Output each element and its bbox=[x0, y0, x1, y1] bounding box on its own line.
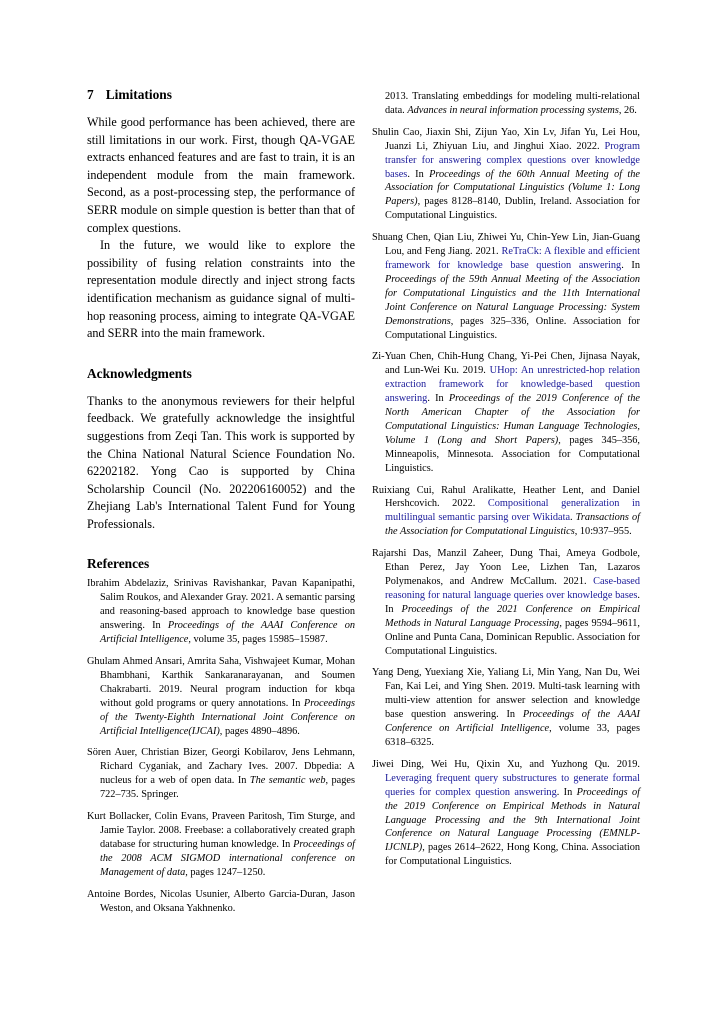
reference-entry bbox=[372, 547, 640, 658]
acknowledgments-paragraph: Thanks to the anonymous reviewers for their helpful feedback. We gratefully acknowledge the insightful suggestions from Zeqi Tan. This work is supported by the China National Natural Science Foundation No. 62202182. Yong Cao is supported by China Scholarship Council (No. 202206160052) and the Zhejiang Lab's International Talent Fund for Young Professionals. bbox=[87, 393, 355, 531]
reference-authors: Shulin Cao, Jiaxin Shi, Zijun Yao, Xin Lv, Jifan Yu, Lei Hou, Juanzi Li, Zhiyuan Liu, and Jinghui Xiao. 2022. bbox=[372, 126, 640, 152]
reference-venue: Transactions of the Association for Computational Linguistics bbox=[385, 512, 640, 538]
reference-details: , pages 8128–8140, Dublin, Ireland. Association for Computational Linguistics. bbox=[385, 196, 640, 222]
reference-entry bbox=[372, 758, 640, 869]
reference-separator: . bbox=[570, 512, 576, 524]
references-section bbox=[87, 555, 355, 915]
reference-title-link[interactable]: Case-based reasoning for natural language queries over knowledge bases bbox=[385, 576, 640, 601]
reference-authors: Zi-Yuan Chen, Chih-Hung Chang, Yi-Pei Chen, Jijnasa Nayak, and Lun-Wei Ku. 2019. bbox=[372, 351, 640, 377]
reference-authors: Shuang Chen, Qian Liu, Zhiwei Yu, Chin-Yew Lin, Jian-Guang Lou, and Feng Jiang. 2021. bbox=[372, 232, 640, 258]
reference-venue: Proceedings of the 60th Annual Meeting of the Association for Computational Linguistics (Volume 1: Long Papers) bbox=[385, 168, 640, 208]
reference-venue: The semantic web bbox=[249, 775, 326, 787]
reference-title-link[interactable]: ReTraCk: A flexible and efficient framework for knowledge base question answering bbox=[385, 246, 640, 271]
reference-title-link[interactable]: Leveraging frequent query substructures to generate formal queries for complex question answering bbox=[385, 772, 640, 798]
reference-separator: . In bbox=[621, 259, 641, 271]
reference-title-link[interactable]: UHop: An unrestricted-hop relation extraction framework for knowledge-based question answering bbox=[385, 365, 640, 405]
reference-authors: Ruixiang Cui, Rahul Aralikatte, Heather Lent, and Daniel Hershcovich. 2022. bbox=[372, 484, 640, 510]
reference-list-left bbox=[87, 577, 355, 915]
reference-details: , pages 345–356, Minneapolis, Minnesota. Association for Computational Linguistics. bbox=[385, 434, 641, 474]
reference-separator: . In bbox=[427, 393, 449, 405]
reference-details: , pages 4890–4896. bbox=[219, 725, 300, 737]
reference-separator: . In bbox=[385, 589, 640, 615]
reference-venue: Proceedings of the 2019 Conference on Empirical Methods in Natural Language Processing and the 9th International Joint Conference on Natural Language Processing (EMNLP-IJCNLP) bbox=[385, 786, 640, 854]
right-column bbox=[372, 90, 640, 877]
section-number: 7 bbox=[87, 87, 94, 102]
reference-authors: Jiwei Ding, Wei Hu, Qixin Xu, and Yuzhong Qu. 2019. bbox=[372, 758, 640, 770]
limitations-section bbox=[87, 86, 355, 343]
left-column bbox=[87, 86, 355, 929]
reference-title-link[interactable]: Program transfer for answering complex questions over knowledge bases bbox=[385, 140, 640, 180]
reference-entry bbox=[372, 666, 640, 749]
reference-list-right bbox=[372, 126, 640, 869]
reference-details: , volume 33, pages 6318–6325. bbox=[385, 723, 640, 748]
reference-entry bbox=[87, 746, 355, 802]
section-heading-references: References bbox=[87, 556, 150, 572]
reference-entry bbox=[87, 655, 355, 738]
reference-continuation: 2013. Translating embeddings for modeling multi-relational data. Advances in neural information processing systems, 26. bbox=[385, 91, 640, 116]
reference-details: , pages 1247–1250. bbox=[185, 866, 266, 878]
reference-entry bbox=[372, 231, 640, 342]
reference-text: Kurt Bollacker, Colin Evans, Praveen Paritosh, Tim Sturge, and Jamie Taylor. 2008. Freebase: a collaboratively created graph database for structuring human knowledge. In bbox=[87, 811, 355, 850]
reference-entry bbox=[372, 484, 640, 540]
reference-venue: Proceedings of the AAAI Conference on Artificial Intelligence bbox=[100, 620, 355, 646]
reference-details: , pages 325–336, Online. Association for Computational Linguistics. bbox=[385, 315, 640, 341]
reference-venue: Proceedings of the Twenty-Eighth International Joint Conference on Artificial Intelligence(IJCAI) bbox=[100, 697, 355, 737]
reference-text: Antoine Bordes, Nicolas Usunier, Alberto Garcia-Duran, Jason Weston, and Oksana Yakhnenko. bbox=[87, 888, 355, 914]
reference-details: , pages 9594–9611, Online and Punta Cana, Dominican Republic. Association for Computational Linguistics. bbox=[385, 617, 640, 657]
limitations-paragraph-2: In the future, we would like to explore the possibility of fusing relation constraints into the representation module directly and inject strong facts identification mechanism as guidance signal of multi-hop reasoning process, aiming to integrate QA-VGAE and SERR into the main framework. bbox=[87, 238, 355, 341]
reference-entry bbox=[87, 577, 355, 647]
reference-venue: Proceedings of the 59th Annual Meeting of the Association for Computational Linguistics and the 11th International Joint Conference on Natural Language Processing: System Demonstrations bbox=[385, 273, 640, 327]
reference-venue: Proceedings of the 2008 ACM SIGMOD international conference on Management of data bbox=[100, 838, 356, 878]
reference-entry bbox=[372, 350, 640, 475]
reference-authors: Rajarshi Das, Manzil Zaheer, Dung Thai, Ameya Godbole, Ethan Perez, Jay Yoon Lee, Lizhen Tan, Lazaros Polymenakos, and Andrew McCallum. 2021. bbox=[372, 548, 640, 587]
reference-entry bbox=[87, 810, 355, 880]
reference-venue: Proceedings of the 2019 Conference of the North American Chapter of the Association for Computational Linguistics: Human Language Technologies, Volume 1 (Long and Short Papers) bbox=[385, 393, 640, 446]
reference-separator: . In bbox=[407, 168, 430, 180]
reference-details: , 10:937–955. bbox=[574, 526, 632, 538]
reference-details: , pages 2614–2622, Hong Kong, China. Association for Computational Linguistics. bbox=[385, 842, 640, 868]
reference-details: , volume 35, pages 15985–15987. bbox=[188, 634, 328, 646]
reference-venue: Proceedings of the 2021 Conference on Empirical Methods in Natural Language Processing bbox=[385, 603, 641, 629]
section-heading-limitations bbox=[87, 86, 355, 104]
limitations-paragraph-1: While good performance has been achieved, there are still limitations in our work. First, though QA-VGAE extracts enhanced features and are fast to train, it is an independent module from the main framework. Second, as a post-processing step, the performance of SERR module on simple question is better than that of complex questions. bbox=[87, 115, 355, 235]
reference-venue: Proceedings of the AAAI Conference on Artificial Intelligence bbox=[385, 709, 640, 735]
reference-authors: Yang Deng, Yuexiang Xie, Yaliang Li, Min Yang, Nan Du, Wei Fan, Kai Lei, and Ying Shen. 2019. Multi-task learning with multi-view attention for answer selection and knowledge base question answering. In bbox=[372, 667, 640, 721]
reference-details: , pages 722–735. Springer. bbox=[100, 775, 355, 801]
reference-entry bbox=[372, 126, 640, 223]
reference-title-link[interactable]: Compositional generalization in multilingual semantic parsing over Wikidata bbox=[385, 498, 640, 524]
reference-text: Ibrahim Abdelaziz, Srinivas Ravishankar, Pavan Kapanipathi, Salim Roukos, and Alexander Gray. 2021. A semantic parsing and reasoning-based approach to knowledge base question answering. In bbox=[87, 578, 355, 632]
section-heading-acknowledgments: Acknowledgments bbox=[87, 365, 192, 381]
reference-separator: . In bbox=[556, 786, 577, 798]
reference-text: Ghulam Ahmed Ansari, Amrita Saha, Vishwajeet Kumar, Mohan Bhambhani, Karthik Sankaranarayanan, and Soumen Chakrabarti. 2019. Neural program induction for kbqa without gold programs or query annotations. In bbox=[87, 656, 355, 709]
reference-text: Sören Auer, Christian Bizer, Georgi Kobilarov, Jens Lehmann, Richard Cyganiak, and Zachary Ives. 2007. Dbpedia: A nucleus for a web of open data. In bbox=[87, 747, 355, 787]
section-title: Limitations bbox=[105, 87, 172, 102]
acknowledgments-section bbox=[87, 365, 355, 534]
reference-entry bbox=[87, 888, 355, 916]
